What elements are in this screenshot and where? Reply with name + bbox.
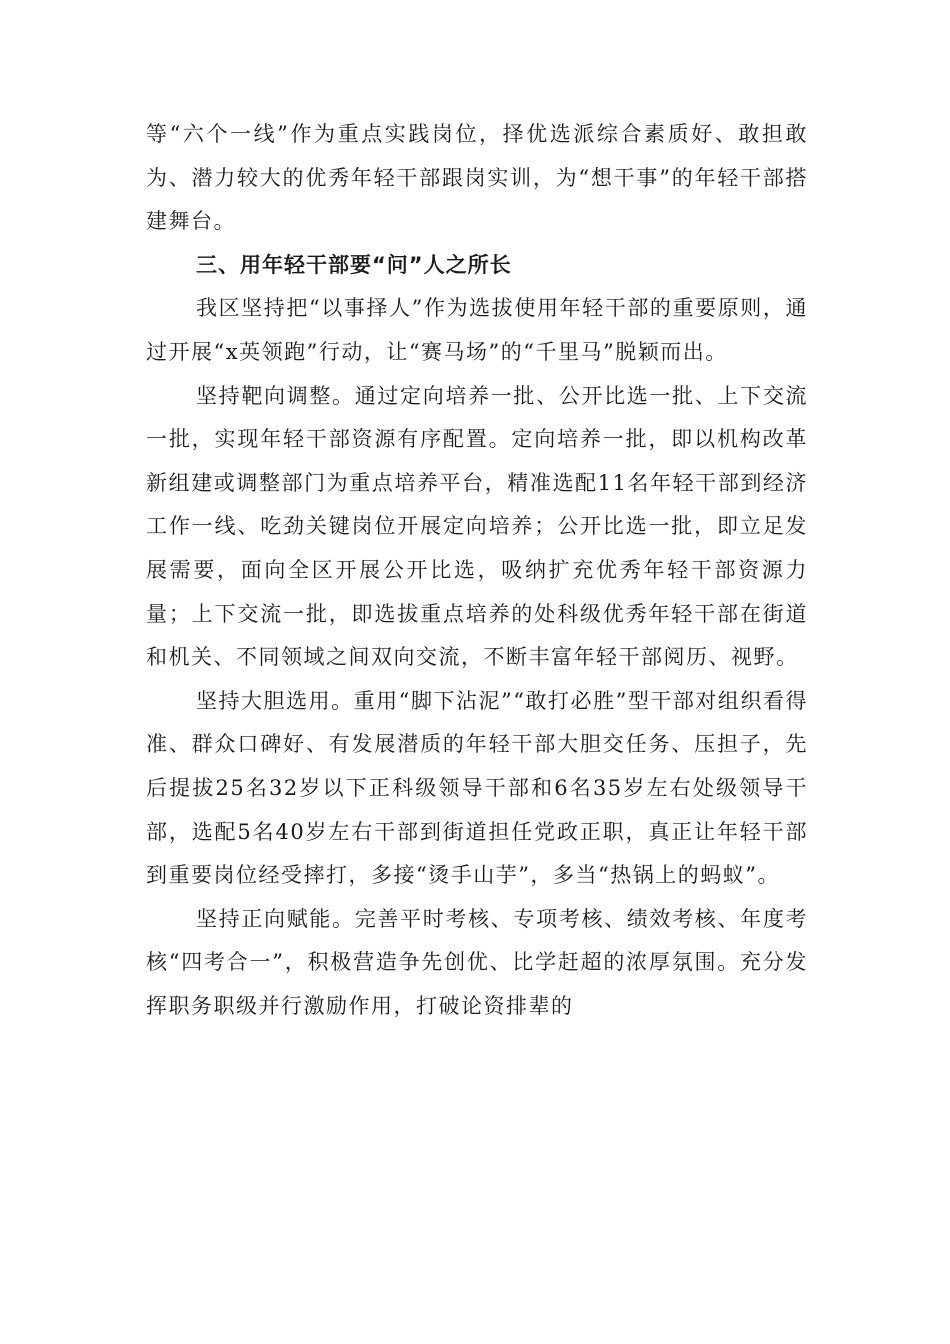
document-body <box>146 113 808 1028</box>
paragraph-intro: 我区坚持把“以事择人”作为选拔使用年轻干部的重要原则，通过开展“x英领跑”行动，让“赛马场”的“千里马”脱颖而出。 <box>146 296 808 364</box>
paragraph-targeted-adjustment: 坚持靶向调整。通过定向培养一批、公开比选一批、上下交流一批，实现年轻干部资源有序配置。定向培养一批，即以机构改革新组建或调整部门为重点培养平台，精准选配11名年轻干部到经济工作一线、吃劲关键岗位开展定向培养；公开比选一批，即立足发展需要，面向全区开展公开比选，吸纳扩充优秀年轻干部资源力量；上下交流一批，即选拔重点培养的处科级优秀年轻干部在街道和机关、不同领域之间双向交流，不断丰富年轻干部阅历、视野。 <box>146 383 808 670</box>
paragraph-positive-empowerment: 坚持正向赋能。完善平时考核、专项考核、绩效考核、年度考核“四考合一”，积极营造争先创优、比学赶超的浓厚氛围。充分发挥职务职级并行激励作用，打破论资排辈的 <box>146 906 808 1018</box>
paragraph-bold-selection: 坚持大胆选用。重用“脚下沾泥”“敢打必胜”型干部对组织看得准、群众口碑好、有发展潜质的年轻干部大胆交任务、压担子，先后提拔25名32岁以下正科级领导干部和6名35岁左右处级领导干部，选配5名40岁左右干部到街道担任党政正职，真正让年轻干部到重要岗位经受摔打，多接“烫手山芋”，多当“热锅上的蚂蚁”。 <box>146 688 808 888</box>
paragraph-continued: 等“六个一线”作为重点实践岗位，择优选派综合素质好、敢担敢为、潜力较大的优秀年轻干部跟岗实训，为“想干事”的年轻干部搭建舞台。 <box>146 122 808 234</box>
section-heading-3: 三、用年轻干部要“问”人之所长 <box>196 252 512 277</box>
